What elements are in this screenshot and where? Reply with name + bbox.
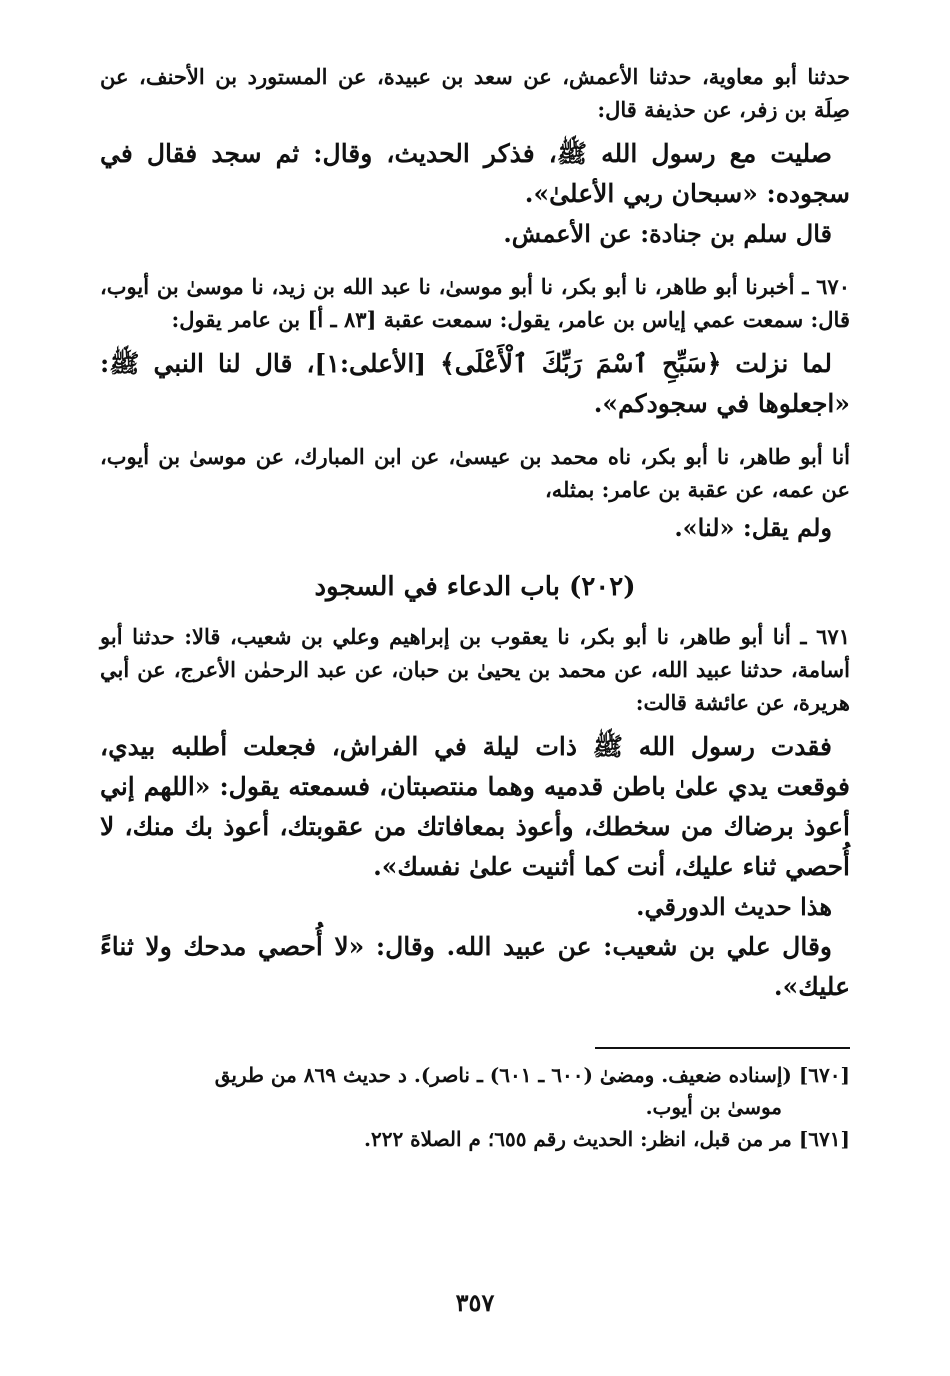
narrator-note: ولم يقل: «لنا».	[674, 513, 832, 542]
footnote-670-line1: [٦٧٠] (إسناده ضعيف. ومضىٰ (٦٠٠ ـ ٦٠١) ـ ناصر). د حديث ٨٦٩ من طريق	[214, 1063, 850, 1087]
hadith-671-text: فقدت رسول الله ﷺ ذات ليلة في الفراش، فجعلت أطلبه بيدي، فوقعت يدي علىٰ باطن قدميه وهما منتصبتان، فسمعته يقول: «اللهم إني أعوذ برضاك من سخطك، وأعوذ بمعافاتك من عقوبتك، أعوذ بك منك، لا أُحصي ثناء عليك، أنت كما أثنيت علىٰ نفسك».	[100, 732, 850, 881]
isnad-paragraph: حدثنا أبو معاوية، حدثنا الأعمش، عن سعد بن عبيدة، عن المستورد بن الأحنف، عن صِلَة بن زفر، عن حذيفة قال:	[100, 64, 850, 122]
footnote-divider	[595, 1047, 850, 1049]
hadith-670-isnad: ٦٧٠ ـ أخبرنا أبو طاهر، نا أبو بكر، نا أبو موسىٰ، نا عبد الله بن زيد، نا موسىٰ بن أيوب، قال: سمعت عمي إياس بن عامر، يقول: سمعت عقبة [٨٣ ـ أ] بن عامر يقول:	[100, 274, 850, 332]
footnote-670	[100, 1059, 850, 1123]
footnote-670-line2: موسىٰ بن أيوب.	[645, 1095, 782, 1119]
narrator-note: قال سلم بن جنادة: عن الأعمش.	[503, 219, 832, 248]
variant-note: وقال علي بن شعيب: عن عبيد الله. وقال: «لا أُحصي مدحك ولا ثناءً عليك».	[100, 932, 850, 1001]
page-number: ٣٥٧	[455, 1288, 495, 1317]
hadith-670-text: لما نزلت ﴿سَبِّحِ ٱسْمَ رَبِّكَ ٱلْأَعْلَى﴾ [الأعلى:١]، قال لنا النبي ﷺ: «اجعلوها في سجودكم».	[100, 349, 850, 418]
hadith-text: صليت مع رسول الله ﷺ، فذكر الحديث، وقال: ثم سجد فقال في سجوده: «سبحان ربي الأعلىٰ».	[100, 139, 850, 208]
chapter-heading: (٢٠٢) باب الدعاء في السجود	[314, 572, 636, 602]
footnote-671: [٦٧١] مر من قبل، انظر: الحديث رقم ٦٥٥؛ م الصلاة ٢٢٢.	[363, 1127, 850, 1151]
alternate-isnad: أنا أبو طاهر، نا أبو بكر، ناه محمد بن عيسىٰ، عن ابن المبارك، عن موسىٰ بن أيوب، عن عمه، عن عقبة بن عامر: بمثله،	[100, 444, 850, 502]
narrator-note: هذا حديث الدورقي.	[636, 892, 832, 921]
hadith-671-isnad: ٦٧١ ـ أنا أبو طاهر، نا أبو بكر، نا يعقوب بن إبراهيم وعلي بن شعيب، قالا: حدثنا أبو أسامة، حدثنا عبيد الله، عن محمد بن يحيىٰ بن حبان، عن عبد الرحمٰن الأعرج، عن أبي هريرة، عن عائشة قالت:	[100, 624, 850, 715]
